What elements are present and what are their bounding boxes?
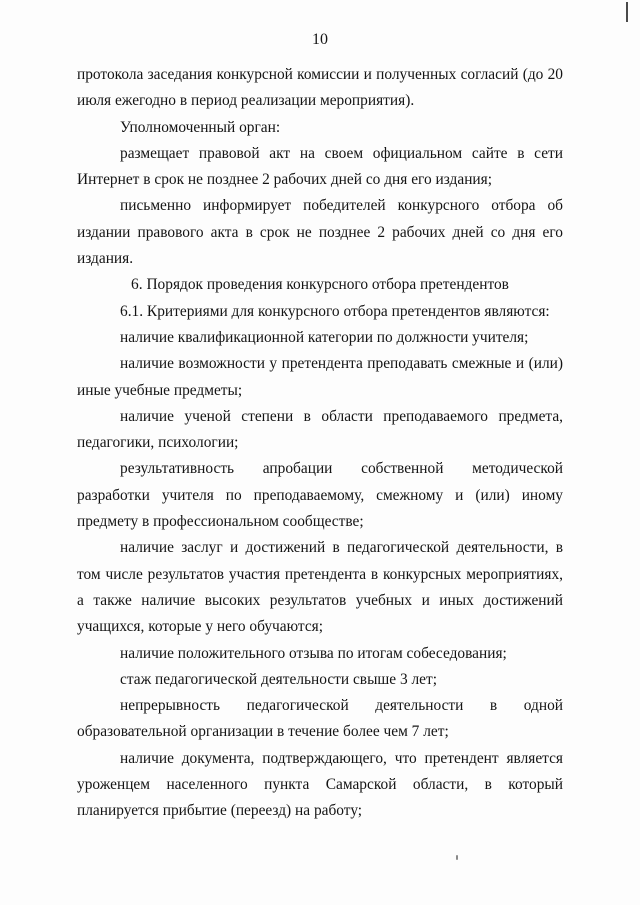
paragraph: стаж педагогической деятельности свыше 3 лет; [120, 670, 437, 688]
paragraph: наличие положительного отзыва по итогам собеседования; [120, 644, 507, 662]
paragraph: наличие ученой степени в области преподаваемого предмета, педагогики, психологии; [77, 407, 563, 452]
section-heading: 6. Порядок проведения конкурсного отбора претендентов [131, 276, 509, 294]
scan-speck [456, 855, 458, 860]
paragraph: наличие заслуг и достижений в педагогической деятельности, в том числе результатов участия претендента в конкурсных мероприятиях, а также наличие высоких результатов учебных и иных достижений учащихся, которые у него обучаются; [77, 539, 563, 636]
paragraph: непрерывность педагогической деятельности в одной образовательной организации в течение более чем 7 лет; [77, 697, 563, 741]
paragraph: Уполномоченный орган: [120, 118, 281, 136]
document-body [77, 62, 563, 825]
paragraph: 6.1. Критериями для конкурсного отбора претендентов являются: [120, 302, 550, 320]
paragraph: протокола заседания конкурсной комиссии и полученных согласий (до 20 июля ежегодно в период реализации мероприятия). [77, 66, 563, 110]
paragraph: наличие документа, подтверждающего, что претендент является уроженцем населенного пункта Самарской области, в который планируется прибытие (переезд) на работу; [77, 749, 563, 820]
scan-edge-mark [626, 2, 628, 22]
paragraph: письменно информирует победителей конкурсного отбора об издании правового акта в срок не позднее 2 рабочих дней со дня его издания. [77, 197, 563, 268]
paragraph: наличие квалификационной категории по должности учителя; [120, 328, 529, 346]
paragraph: наличие возможности у претендента преподавать смежные и (или) иные учебные предметы; [77, 355, 563, 399]
paragraph: результативность апробации собственной методической разработки учителя по преподаваемому, смежному и (или) иному предмету в профессиональном сообществе; [77, 460, 563, 531]
page-number: 10 [312, 31, 328, 48]
paragraph: размещает правовой акт на своем официальном сайте в сети Интернет в срок не позднее 2 рабочих дней со дня его издания; [77, 144, 563, 189]
